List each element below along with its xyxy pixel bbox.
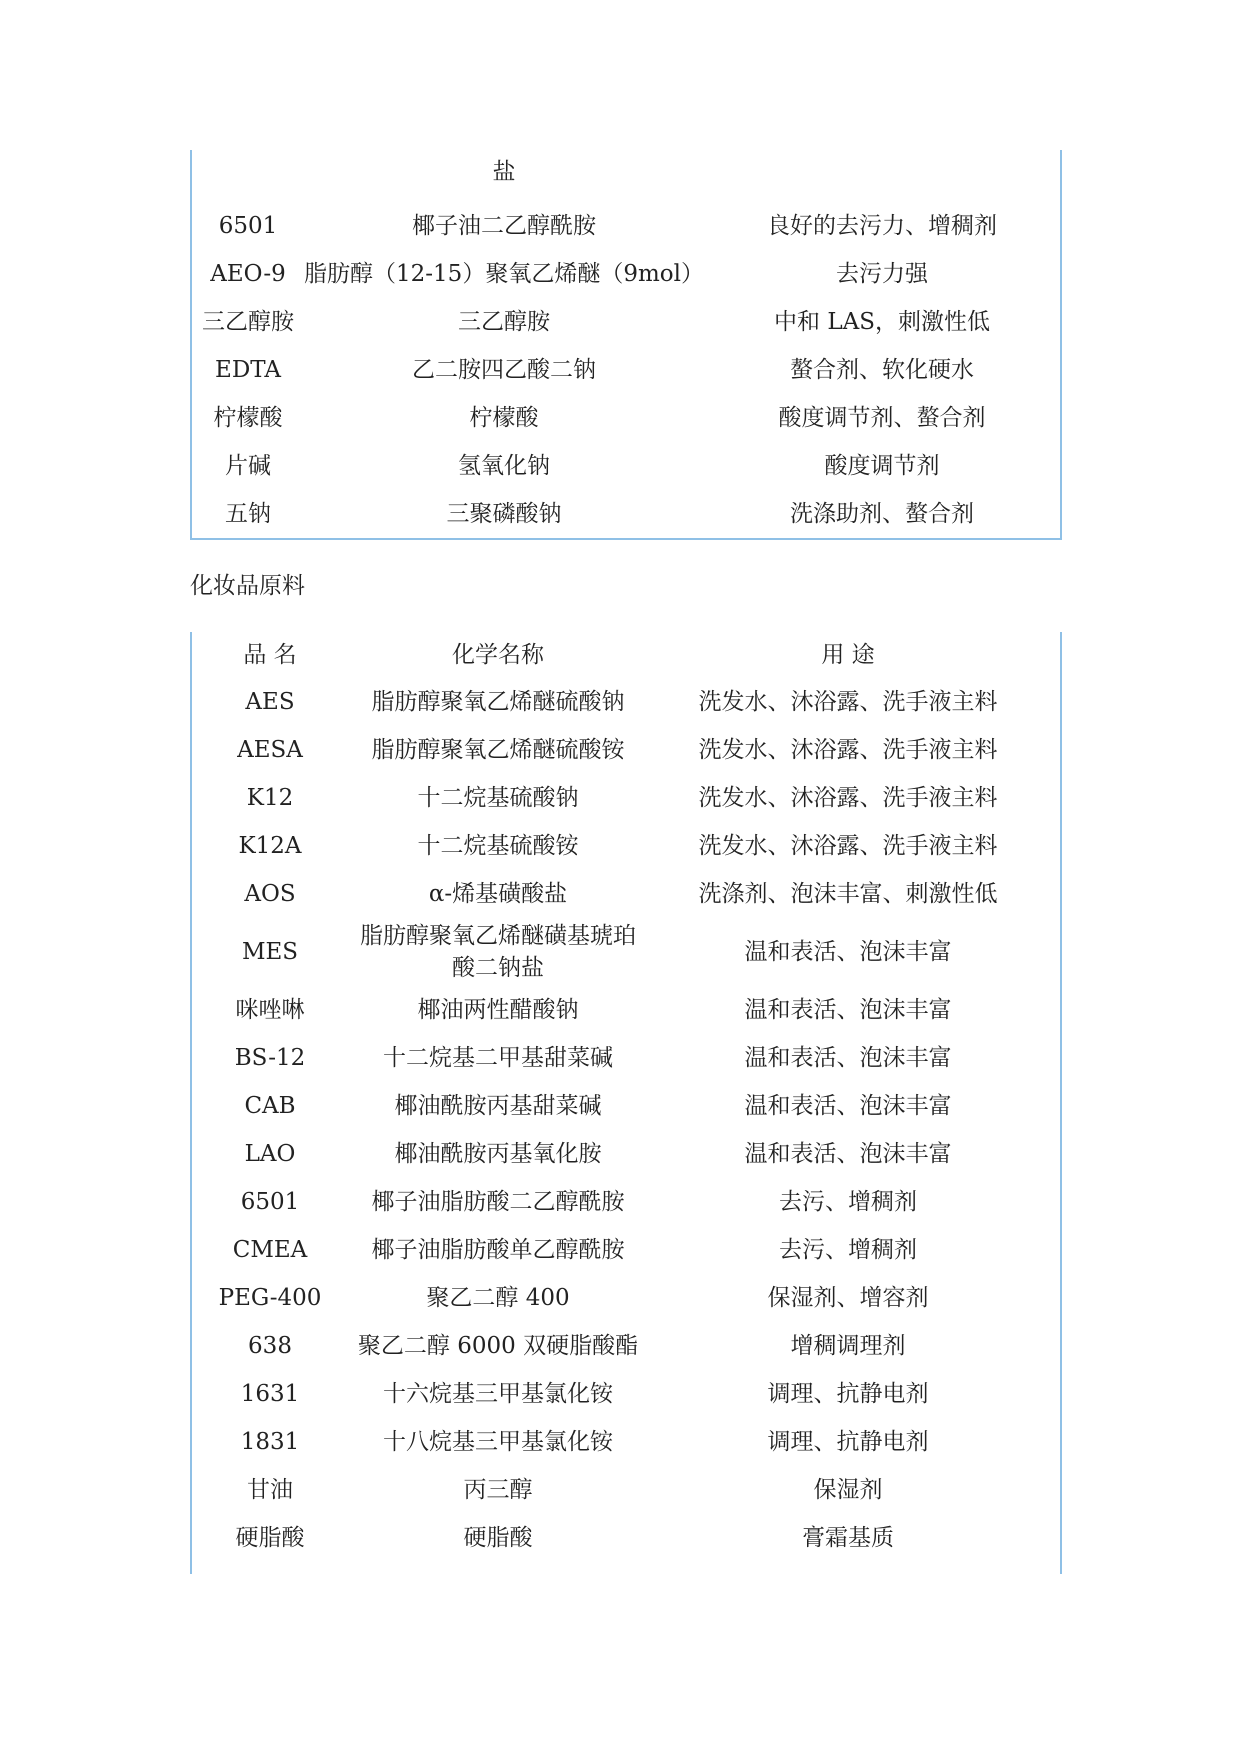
table-row-continuation (192, 152, 1060, 192)
table-row (192, 1178, 1060, 1226)
chemical-name: 椰子油二乙醇酰胺 (412, 213, 596, 239)
product-code: 咪唑啉 (235, 997, 305, 1023)
header-usage: 用 途 (821, 642, 875, 668)
product-code: AOS (244, 881, 296, 907)
chemical-name: 三聚磷酸钠 (446, 501, 562, 527)
table-row (192, 1418, 1060, 1466)
table-row (192, 1466, 1060, 1514)
usage: 去污力强 (836, 261, 928, 287)
table-row (192, 678, 1060, 726)
chemical-name: 聚乙二醇 400 (426, 1285, 570, 1311)
table-row (192, 726, 1060, 774)
product-code: 6501 (218, 213, 278, 239)
chemical-name: 柠檬酸 (469, 405, 539, 431)
product-code: PEG-400 (218, 1285, 322, 1311)
chemical-name: 硬脂酸 (463, 1525, 533, 1551)
product-code: BS-12 (234, 1045, 306, 1071)
usage: 温和表活、泡沫丰富 (744, 1093, 952, 1119)
chemical-name: 十六烷基三甲基氯化铵 (383, 1381, 613, 1407)
chemical-name: 椰油酰胺丙基甜菜碱 (394, 1093, 602, 1119)
table-row (192, 870, 1060, 918)
product-code: K12 (246, 785, 294, 811)
chemical-name: 椰子油脂肪酸单乙醇酰胺 (371, 1237, 625, 1263)
usage: 洗涤助剂、螯合剂 (790, 501, 974, 527)
product-code: 1831 (240, 1429, 300, 1455)
header-product-name: 品 名 (243, 642, 297, 668)
table-row (192, 202, 1060, 250)
table-row (192, 1370, 1060, 1418)
usage: 洗发水、沐浴露、洗手液主料 (698, 833, 998, 859)
product-code: CAB (244, 1093, 296, 1119)
usage: 调理、抗静电剂 (767, 1429, 929, 1455)
usage: 温和表活、泡沫丰富 (744, 1141, 952, 1167)
chemical-name: 十二烷基硫酸钠 (417, 785, 579, 811)
usage: 良好的去污力、增稠剂 (767, 213, 997, 239)
continued-cell-text: 盐 (492, 159, 516, 185)
chemical-name: 脂肪醇聚氧乙烯醚硫酸铵 (371, 737, 625, 763)
product-code: AES (245, 689, 295, 715)
usage: 增稠调理剂 (790, 1333, 906, 1359)
chemical-name: 乙二胺四乙酸二钠 (412, 357, 596, 383)
product-code: 硬脂酸 (235, 1525, 305, 1551)
chemical-name: 脂肪醇聚氧乙烯醚硫酸钠 (371, 689, 625, 715)
usage: 保湿剂、增容剂 (767, 1285, 929, 1311)
section-title: 化妆品原料 (190, 573, 305, 599)
usage: 螯合剂、软化硬水 (790, 357, 974, 383)
usage: 保湿剂 (813, 1477, 883, 1503)
usage: 调理、抗静电剂 (767, 1381, 929, 1407)
product-code: 五钠 (225, 501, 271, 527)
chemical-name: 脂肪醇（12-15）聚氧乙烯醚（9mol） (304, 261, 704, 287)
chemical-name: 椰油酰胺丙基氧化胺 (394, 1141, 602, 1167)
product-code: LAO (244, 1141, 296, 1167)
chemical-name: α-烯基磺酸盐 (428, 881, 568, 907)
product-code: 片碱 (225, 453, 271, 479)
chemical-name: 十二烷基硫酸铵 (417, 833, 579, 859)
chemical-name: 十二烷基二甲基甜菜碱 (383, 1045, 613, 1071)
table-row (192, 1514, 1060, 1562)
table-row (192, 918, 1060, 986)
table-row (192, 1274, 1060, 1322)
usage: 酸度调节剂、螯合剂 (778, 405, 986, 431)
usage: 中和 LAS，刺激性低 (774, 309, 990, 335)
cosmetic-raw-materials-table (190, 632, 1062, 1574)
chemical-name: 氢氧化钠 (458, 453, 550, 479)
table-row (192, 250, 1060, 298)
product-code: 柠檬酸 (213, 405, 283, 431)
table-row (192, 986, 1060, 1034)
product-code: 6501 (240, 1189, 300, 1215)
product-code: 三乙醇胺 (202, 309, 294, 335)
chemical-name: 椰子油脂肪酸二乙醇酰胺 (371, 1189, 625, 1215)
usage: 温和表活、泡沫丰富 (744, 939, 952, 965)
chemical-name: 丙三醇 (463, 1477, 533, 1503)
chemical-name: 椰油两性醋酸钠 (417, 997, 579, 1023)
product-code: K12A (238, 833, 302, 859)
table-row (192, 774, 1060, 822)
usage: 洗发水、沐浴露、洗手液主料 (698, 785, 998, 811)
product-code: CMEA (232, 1237, 308, 1263)
table-row (192, 1322, 1060, 1370)
table-row (192, 1082, 1060, 1130)
chemical-name: 脂肪醇聚氧乙烯醚磺基琥珀酸二钠盐 (360, 923, 636, 981)
product-code: 638 (248, 1333, 292, 1359)
chemical-name: 三乙醇胺 (458, 309, 550, 335)
product-code: MES (241, 939, 299, 965)
table-row (192, 1130, 1060, 1178)
chemical-name: 聚乙二醇 6000 双硬脂酸酯 (357, 1333, 639, 1359)
table-row (192, 1226, 1060, 1274)
usage: 去污、增稠剂 (779, 1189, 917, 1215)
header-chemical-name: 化学名称 (452, 642, 544, 668)
table-header-row (192, 632, 1060, 678)
table-row (192, 394, 1060, 442)
usage: 酸度调节剂 (824, 453, 940, 479)
usage: 膏霜基质 (802, 1525, 894, 1551)
product-code: AEO-9 (210, 261, 286, 287)
table-row (192, 298, 1060, 346)
usage: 洗发水、沐浴露、洗手液主料 (698, 689, 998, 715)
table-row (192, 490, 1060, 538)
usage: 温和表活、泡沫丰富 (744, 997, 952, 1023)
table-row (192, 442, 1060, 490)
detergent-raw-materials-table (190, 150, 1062, 540)
product-code: 1631 (240, 1381, 300, 1407)
usage: 去污、增稠剂 (779, 1237, 917, 1263)
chemical-name: 十八烷基三甲基氯化铵 (383, 1429, 613, 1455)
table-row (192, 1034, 1060, 1082)
product-code: 甘油 (247, 1477, 293, 1503)
usage: 洗发水、沐浴露、洗手液主料 (698, 737, 998, 763)
product-code: AESA (237, 737, 303, 763)
product-code: EDTA (215, 357, 281, 383)
table-row (192, 346, 1060, 394)
table-row (192, 822, 1060, 870)
usage: 洗涤剂、泡沫丰富、刺激性低 (698, 881, 998, 907)
usage: 温和表活、泡沫丰富 (744, 1045, 952, 1071)
